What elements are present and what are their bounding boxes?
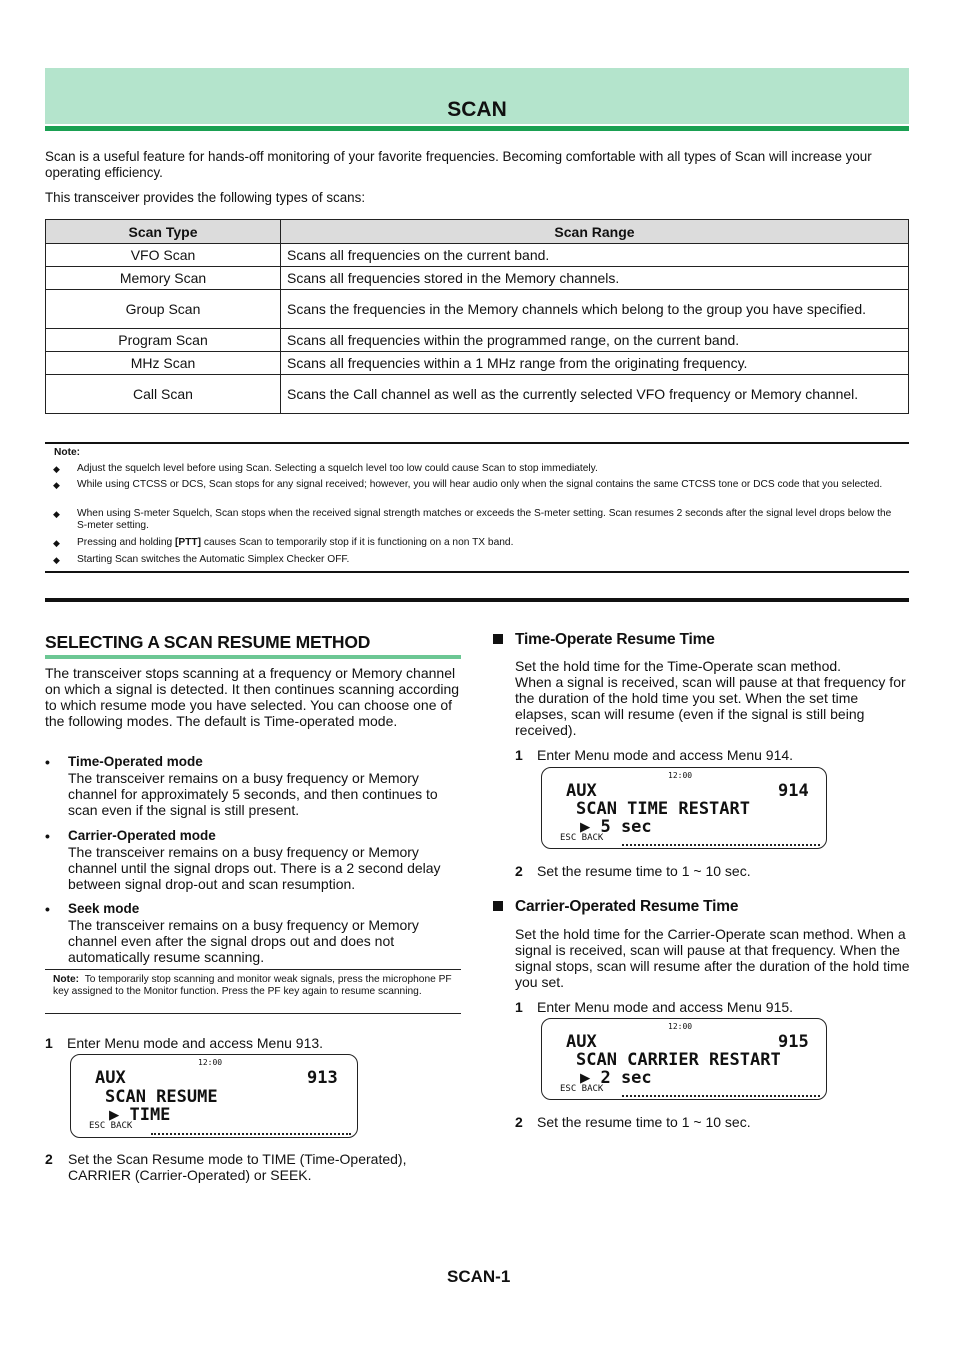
table-row xyxy=(46,290,909,329)
scan-range-cell: Scans all frequencies on the current band. xyxy=(281,244,909,267)
scan-range-cell: Scans all frequencies stored in the Memory channels. xyxy=(281,267,909,290)
scan-type-cell: Program Scan xyxy=(46,329,281,352)
step-item: 2 Set the resume time to 1 ~ 10 sec. xyxy=(515,1114,751,1130)
lcd-line-3: ▶ TIME xyxy=(109,1105,171,1125)
lcd-line-2: SCAN CARRIER RESTART xyxy=(576,1050,781,1070)
scan-range-cell: Scans all frequencies within the programmed range, on the current band. xyxy=(281,329,909,352)
step-item: 2 Set the resume time to 1 ~ 10 sec. xyxy=(515,863,751,879)
lcd-clock: 12:00 xyxy=(668,771,693,780)
lcd-line-2: SCAN RESUME xyxy=(105,1087,218,1107)
lcd-display-913 xyxy=(70,1054,358,1138)
scan-type-cell: Memory Scan xyxy=(46,267,281,290)
intro-paragraph-2: This transceiver provides the following types of scans: xyxy=(45,190,366,205)
step-item: 1 Enter Menu mode and access Menu 914. xyxy=(515,747,794,763)
mode-time-operated xyxy=(45,754,463,818)
lcd-line-1: AUX xyxy=(566,781,597,801)
subsection-heading-time: Time-Operate Resume Time xyxy=(493,631,715,649)
scan-type-cell: Group Scan xyxy=(46,290,281,329)
scan-range-cell: Scans all frequencies within a 1 MHz range from the originating frequency. xyxy=(281,352,909,375)
mode-seek xyxy=(45,901,463,965)
scan-range-cell: Scans the Call channel as well as the currently selected VFO frequency or Memory channel. xyxy=(281,375,909,414)
lcd-line-1: AUX xyxy=(95,1068,126,1088)
time-intro: Set the hold time for the Time-Operate scan method. When a signal is received, scan will pause at that frequency for the duration of the hold time you set. When the set time elapses, scan will resume (even if the signal is still being received). xyxy=(515,658,906,738)
mode-title: Carrier-Operated mode xyxy=(68,828,216,843)
subsection-heading-carrier: Carrier-Operated Resume Time xyxy=(493,898,738,916)
table-row xyxy=(46,375,909,414)
table-row xyxy=(46,244,909,267)
mode-title: Seek mode xyxy=(68,901,140,916)
mode-title: Time-Operated mode xyxy=(68,754,203,769)
lcd-esc-back: ESC BACK xyxy=(560,833,604,843)
scan-type-cell: MHz Scan xyxy=(46,352,281,375)
carrier-intro: Set the hold time for the Carrier-Operate scan method. When a signal is received, scan will pause at that frequency. When the signal stops, scan will resume after the duration of the hold time you set. xyxy=(515,926,910,990)
column-header-scan-type: Scan Type xyxy=(46,220,281,244)
lcd-dots xyxy=(622,844,820,848)
lcd-esc-back: ESC BACK xyxy=(560,1084,604,1094)
lcd-clock: 12:00 xyxy=(198,1058,223,1067)
lcd-line-1: AUX xyxy=(566,1032,597,1052)
table-row xyxy=(46,352,909,375)
diamond-bullet-icon: ◆ xyxy=(53,509,60,519)
ptt-key-label: [PTT] xyxy=(174,537,202,548)
table-row xyxy=(46,329,909,352)
intro-paragraph: Scan is a useful feature for hands-off monitoring of your favorite frequencies. Becoming comfortable with all types of Scan will increase your operating efficiency. xyxy=(45,149,872,180)
note-label: Note: xyxy=(53,974,80,985)
lcd-menu-number: 915 xyxy=(778,1032,809,1052)
lcd-dots xyxy=(151,1133,351,1137)
page-number: SCAN-1 xyxy=(447,1267,511,1286)
lcd-menu-number: 913 xyxy=(307,1068,338,1088)
note-box: Note: ◆ Adjust the squelch level before using Scan. Selecting a squelch level too low could cause Scan to stop immediately. ◆ While using CTCSS or DCS, Scan stops for any signal received; however, you will hear audio only when the signal contains the same CTCSS tone or DCS code that you selected. ◆ When using S-meter Squelch, Scan stops when the received signal strength matches or exceeds the S-meter setting. Scan resumes 2 seconds after the signal level drops below the S-meter setting. ◆ Pressing and holding [PTT] causes Scan to temporarily stop if it is functioning on a non TX band. ◆ Starting Scan switches the Automatic Simplex Checker OFF. xyxy=(45,442,909,573)
note-text: To temporarily stop scanning and monitor weak signals, press the microphone PF key assigned to the Monitor function. Press the PF key again to resume scanning. xyxy=(53,974,452,997)
lcd-line-3: ▶ 2 sec xyxy=(580,1068,652,1088)
mode-carrier-operated xyxy=(45,828,463,892)
scan-type-cell: VFO Scan xyxy=(46,244,281,267)
section-heading-underline xyxy=(45,655,461,659)
mode-description: The transceiver remains on a busy frequency or Memory channel even after the signal drops out and does not automatically resume scanning. xyxy=(68,917,419,965)
section-separator xyxy=(45,598,909,602)
bullet-icon: • xyxy=(45,901,50,917)
note-label: Note: xyxy=(54,447,81,458)
lcd-menu-number: 914 xyxy=(778,781,809,801)
lcd-line-3: ▶ 5 sec xyxy=(580,817,652,837)
diamond-bullet-icon: ◆ xyxy=(53,464,60,474)
lcd-esc-back: ESC BACK xyxy=(89,1121,133,1131)
title-underline xyxy=(45,126,909,131)
resume-intro: The transceiver stops scanning at a frequency or Memory channel on which a signal is detected. It then continues scanning according to which resume mode you have selected. You can choose one of the following modes. The default is Time-operated mode. xyxy=(45,665,460,729)
diamond-bullet-icon: ◆ xyxy=(53,555,60,565)
scan-type-cell: Call Scan xyxy=(46,375,281,414)
lcd-line-2: SCAN TIME RESTART xyxy=(576,799,750,819)
section-heading: SELECTING A SCAN RESUME METHOD xyxy=(45,632,371,652)
diamond-bullet-icon: ◆ xyxy=(53,538,60,548)
table-row xyxy=(46,267,909,290)
lcd-dots xyxy=(622,1095,820,1099)
step-item: 2 Set the Scan Resume mode to TIME (Time-Operated), CARRIER (Carrier-Operated) or SEEK. xyxy=(45,1151,407,1183)
mode-description: The transceiver remains on a busy frequency or Memory channel for approximately 5 seconds, and then continues to scan even if the signal is still present. xyxy=(68,770,438,818)
square-bullet-icon xyxy=(493,634,503,644)
column-header-scan-range: Scan Range xyxy=(281,220,909,244)
lcd-display-914 xyxy=(541,767,827,849)
diamond-bullet-icon: ◆ xyxy=(53,480,60,490)
square-bullet-icon xyxy=(493,901,503,911)
bullet-icon: • xyxy=(45,754,50,770)
step-item: 1 Enter Menu mode and access Menu 913. xyxy=(45,1035,324,1051)
mode-description: The transceiver remains on a busy frequency or Memory channel until the signal drops out. There is a 2 second delay between signal drop-out and scan resumption. xyxy=(68,844,441,892)
resume-note-box xyxy=(45,969,461,1014)
scan-types-table xyxy=(45,219,909,414)
page-title: SCAN xyxy=(447,98,507,121)
step-item: 1 Enter Menu mode and access Menu 915. xyxy=(515,999,794,1015)
bullet-icon: • xyxy=(45,828,50,844)
scan-range-cell: Scans the frequencies in the Memory channels which belong to the group you have specified. xyxy=(281,290,909,329)
lcd-clock: 12:00 xyxy=(668,1022,693,1031)
lcd-display-915 xyxy=(541,1018,827,1100)
table-header-row xyxy=(46,220,909,244)
